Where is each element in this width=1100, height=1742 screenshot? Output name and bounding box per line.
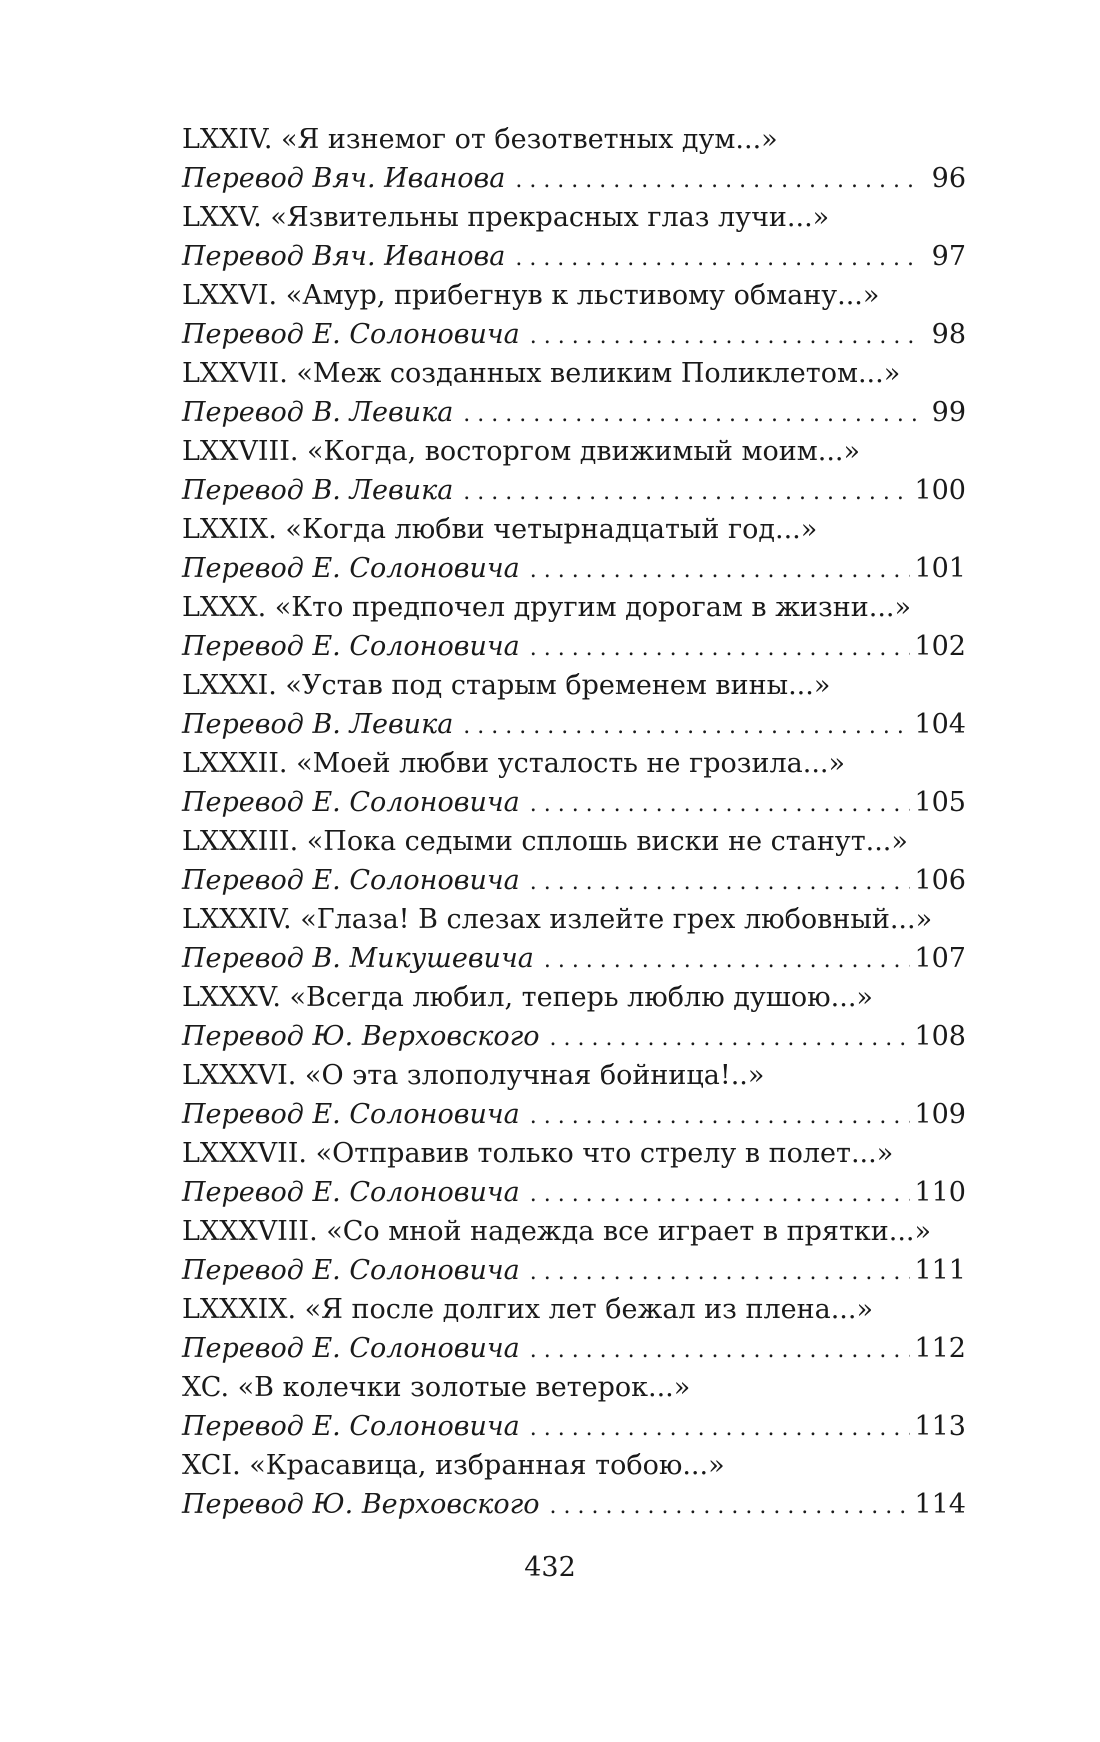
translator-credit: Перевод Е. Солоновича xyxy=(182,319,520,350)
translator-credit: Перевод Е. Солоновича xyxy=(182,865,520,896)
toc-entry xyxy=(182,744,966,822)
translator-credit: Перевод Ю. Верховского xyxy=(182,1489,540,1520)
dot-leader xyxy=(515,237,922,278)
translator-line xyxy=(182,1485,966,1524)
poem-title: LXXVI. «Амур, прибегнув к льстивому обману...» xyxy=(182,280,880,311)
dot-leader xyxy=(544,939,911,980)
dot-leader xyxy=(515,159,922,200)
page-reference: 108 xyxy=(914,1021,966,1052)
toc-entry xyxy=(182,1134,966,1212)
dot-leader xyxy=(530,1173,911,1214)
translator-line xyxy=(182,1017,966,1056)
translator-line xyxy=(182,393,966,432)
toc-entry xyxy=(182,1212,966,1290)
translator-line xyxy=(182,627,966,666)
poem-title: LXXXI. «Устав под старым бременем вины...» xyxy=(182,670,831,701)
translator-credit: Перевод Вяч. Иванова xyxy=(182,163,506,194)
translator-line xyxy=(182,1407,966,1446)
translator-line xyxy=(182,939,966,978)
dot-leader xyxy=(530,783,911,824)
dot-leader xyxy=(530,549,911,590)
poem-title: LXXXIX. «Я после долгих лет бежал из плена...» xyxy=(182,1294,873,1325)
translator-credit: Перевод В. Левика xyxy=(182,397,454,428)
toc-entry xyxy=(182,822,966,900)
toc-entry xyxy=(182,120,966,198)
toc-entry xyxy=(182,666,966,744)
translator-line xyxy=(182,315,966,354)
translator-credit: Перевод В. Левика xyxy=(182,475,454,506)
poem-title: LXXVII. «Меж созданных великим Поликлетом...» xyxy=(182,358,901,389)
page-reference: 111 xyxy=(914,1255,966,1286)
poem-title: LXXV. «Язвительны прекрасных глаз лучи...» xyxy=(182,202,830,233)
translator-credit: Перевод Е. Солоновича xyxy=(182,1333,520,1364)
page-reference: 113 xyxy=(914,1411,966,1442)
toc-entry xyxy=(182,432,966,510)
dot-leader xyxy=(530,861,911,902)
translator-credit: Перевод Е. Солоновича xyxy=(182,553,520,584)
translator-line xyxy=(182,705,966,744)
translator-credit: Перевод Е. Солоновича xyxy=(182,631,520,662)
page-reference: 97 xyxy=(931,241,966,272)
poem-title: LXXXVIII. «Со мной надежда все играет в прятки...» xyxy=(182,1216,932,1247)
page-reference: 99 xyxy=(931,397,966,428)
poem-title: LXXX. «Кто предпочел другим дорогам в жизни...» xyxy=(182,592,912,623)
page-reference: 98 xyxy=(931,319,966,350)
dot-leader xyxy=(530,1095,911,1136)
toc-entry xyxy=(182,198,966,276)
translator-line xyxy=(182,1329,966,1368)
translator-credit: Перевод Е. Солоновича xyxy=(182,1411,520,1442)
dot-leader xyxy=(530,1407,911,1448)
poem-title: XCI. «Красавица, избранная тобою...» xyxy=(182,1450,725,1481)
translator-credit: Перевод Е. Солоновича xyxy=(182,1177,520,1208)
dot-leader xyxy=(463,705,910,746)
translator-line xyxy=(182,549,966,588)
translator-credit: Перевод В. Левика xyxy=(182,709,454,740)
translator-credit: Перевод Вяч. Иванова xyxy=(182,241,506,272)
poem-title: LXXXV. «Всегда любил, теперь люблю душою...» xyxy=(182,982,873,1013)
page-reference: 114 xyxy=(914,1489,966,1520)
translator-credit: Перевод Ю. Верховского xyxy=(182,1021,540,1052)
toc-entry xyxy=(182,978,966,1056)
dot-leader xyxy=(530,1329,911,1370)
page-number: 432 xyxy=(524,1552,576,1583)
translator-line xyxy=(182,783,966,822)
poem-title: XC. «В колечки золотые ветерок...» xyxy=(182,1372,691,1403)
translator-credit: Перевод В. Микушевича xyxy=(182,943,534,974)
toc-entry xyxy=(182,1446,966,1524)
translator-line xyxy=(182,1173,966,1212)
toc-entry xyxy=(182,588,966,666)
page-reference: 105 xyxy=(914,787,966,818)
page-reference: 110 xyxy=(914,1177,966,1208)
page-reference: 109 xyxy=(914,1099,966,1130)
toc-entry xyxy=(182,900,966,978)
translator-credit: Перевод Е. Солоновича xyxy=(182,1255,520,1286)
toc-entry xyxy=(182,1290,966,1368)
translator-line xyxy=(182,471,966,510)
page-reference: 100 xyxy=(914,475,966,506)
toc-entry xyxy=(182,354,966,432)
page-reference: 96 xyxy=(931,163,966,194)
page-reference: 107 xyxy=(914,943,966,974)
dot-leader xyxy=(550,1017,911,1058)
translator-line xyxy=(182,159,966,198)
translator-line xyxy=(182,861,966,900)
page-reference: 102 xyxy=(914,631,966,662)
translator-line xyxy=(182,237,966,276)
poem-title: LXXXIII. «Пока седыми сплошь виски не станут...» xyxy=(182,826,908,857)
toc-entry xyxy=(182,276,966,354)
poem-title: LXXIV. «Я изнемог от безответных дум...» xyxy=(182,124,778,155)
toc-entry xyxy=(182,510,966,588)
translator-credit: Перевод Е. Солоновича xyxy=(182,1099,520,1130)
dot-leader xyxy=(463,471,910,512)
dot-leader xyxy=(530,315,922,356)
page-reference: 104 xyxy=(914,709,966,740)
poem-title: LXXIX. «Когда любви четырнадцатый год...» xyxy=(182,514,818,545)
poem-title: LXXXIV. «Глаза! В слезах излейте грех любовный...» xyxy=(182,904,933,935)
page-reference: 101 xyxy=(914,553,966,584)
toc-entry xyxy=(182,1056,966,1134)
page-reference: 106 xyxy=(914,865,966,896)
poem-title: LXXVIII. «Когда, восторгом движимый моим...» xyxy=(182,436,861,467)
dot-leader xyxy=(530,1251,911,1292)
poem-title: LXXXVI. «О эта злополучная бойница!..» xyxy=(182,1060,765,1091)
translator-line xyxy=(182,1251,966,1290)
poem-title: LXXXII. «Моей любви усталость не грозила...» xyxy=(182,748,846,779)
dot-leader xyxy=(530,627,911,668)
translator-credit: Перевод Е. Солоновича xyxy=(182,787,520,818)
dot-leader xyxy=(550,1485,911,1526)
dot-leader xyxy=(463,393,922,434)
poem-title: LXXXVII. «Отправив только что стрелу в полет...» xyxy=(182,1138,894,1169)
toc-entry xyxy=(182,1368,966,1446)
page-reference: 112 xyxy=(914,1333,966,1364)
table-of-contents xyxy=(182,120,966,1524)
translator-line xyxy=(182,1095,966,1134)
